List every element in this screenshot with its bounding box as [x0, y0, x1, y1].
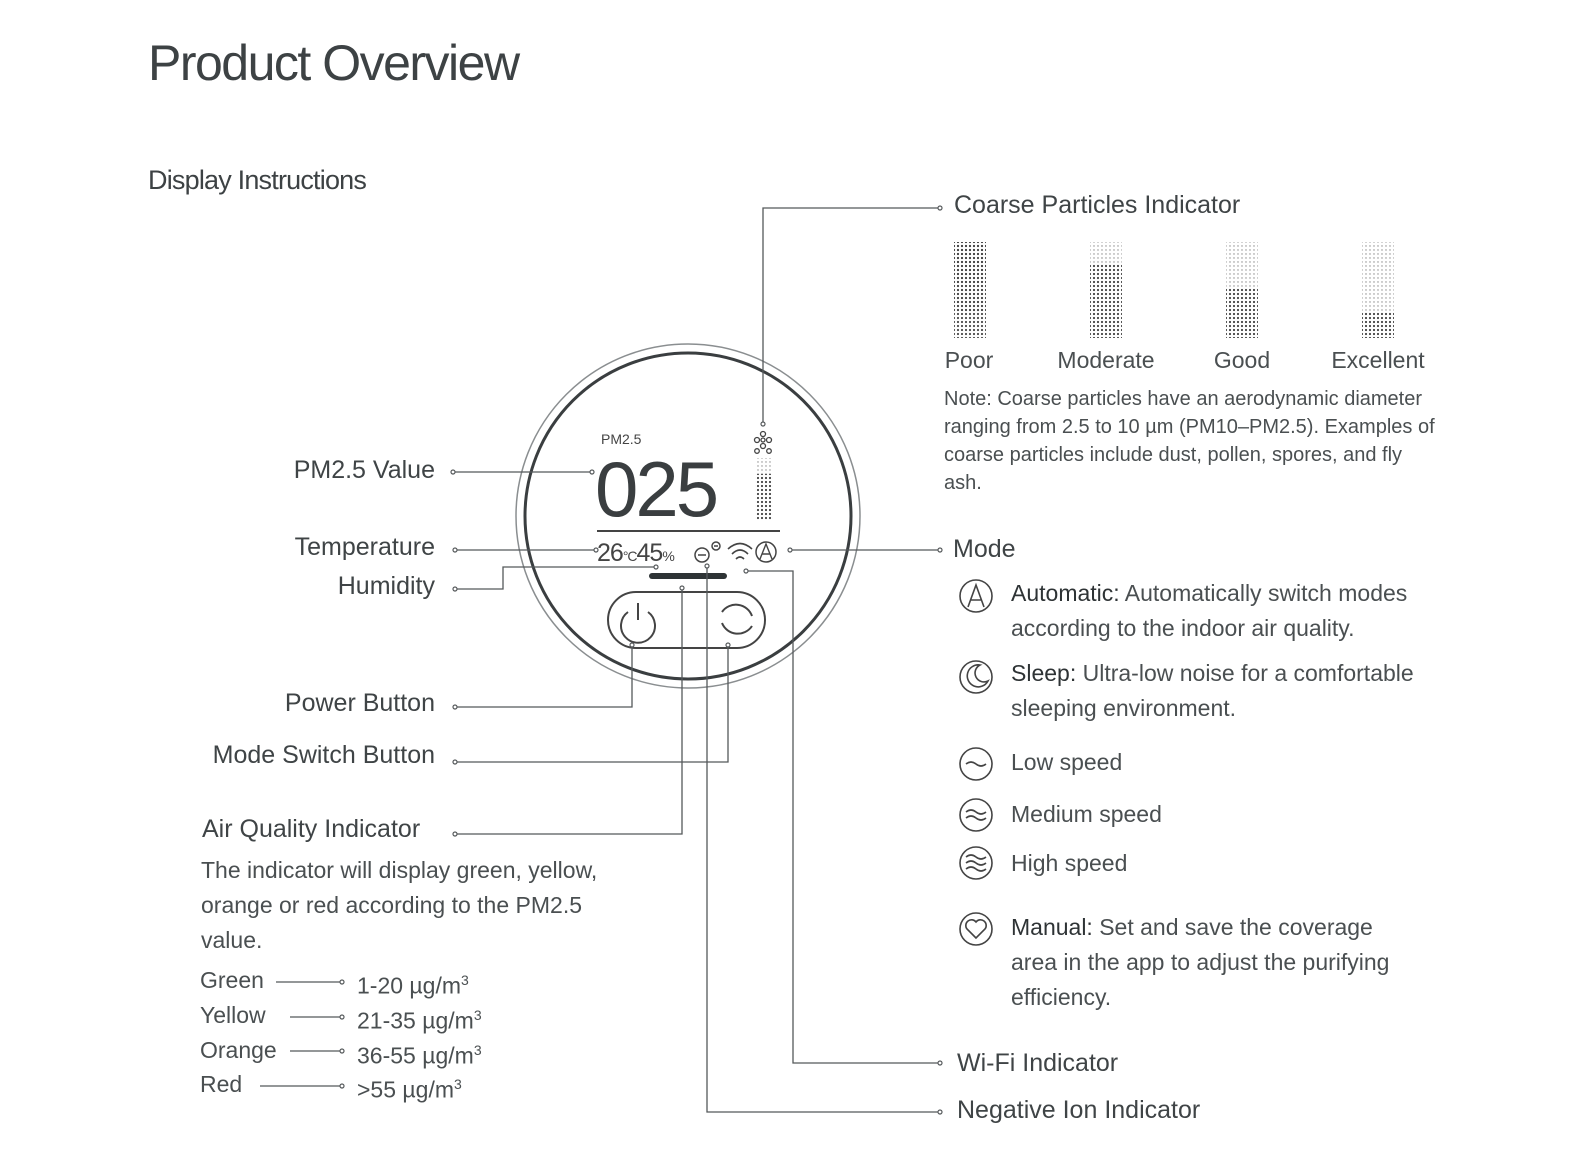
device-humidity-unit: %	[662, 548, 674, 564]
device-temp-unit: °C	[622, 548, 637, 564]
coarse-note: Note: Coarse particles have an aerodynamic diameter ranging from 2.5 to 10 µm (PM10–PM2.5). Examples of coarse particles include dust, pollen, spores, and fly ash.	[944, 388, 1435, 494]
button-panel	[608, 592, 765, 648]
range-color-orange: Orange	[200, 1037, 277, 1063]
range-value-green: 1-20 $\mu g/m^3$	[357, 972, 469, 999]
coarse-title: Coarse Particles Indicator	[954, 191, 1241, 219]
coarse-particle-icon	[755, 432, 772, 454]
manual-mode-icon	[960, 913, 992, 945]
negative-ion-icon	[695, 542, 720, 562]
mode-title: Mode	[953, 535, 1016, 563]
mode-automatic: Automatic: Automatically switch modes according to the indoor air quality.	[1011, 580, 1408, 641]
section-title: Display Instructions	[148, 165, 367, 195]
label-negative-ion-indicator: Negative Ion Indicator	[957, 1096, 1201, 1124]
page-title: Product Overview	[148, 35, 519, 91]
range-color-red: Red	[200, 1071, 243, 1097]
coarse-level-excellent: Excellent	[1331, 347, 1425, 373]
high-speed-icon	[960, 847, 992, 879]
mode-switch-icon	[722, 605, 752, 634]
medium-speed-icon	[960, 799, 992, 831]
device-pm-label: PM2.5	[601, 431, 642, 447]
range-value-orange: 36-55 $\mu g/m^3$	[357, 1042, 482, 1069]
mode-manual: Manual: Set and save the coverage area in the app to adjust the purifying efficiency.	[1011, 914, 1390, 1010]
label-humidity: Humidity	[337, 572, 435, 600]
device-temp-hum	[597, 539, 674, 568]
device-humidity: 45	[636, 539, 663, 567]
label-pm25: PM2.5 Value	[293, 456, 435, 484]
device-pm-value: 025	[595, 445, 717, 533]
mode-low-speed: Low speed	[1011, 749, 1123, 775]
coarse-level-poor: Poor	[944, 347, 994, 373]
mode-high-speed: High speed	[1011, 850, 1128, 876]
device-temperature: 26	[597, 539, 623, 567]
air-quality-description: The indicator will display green, yellow, orange or red according to the PM2.5 value.	[201, 857, 598, 953]
range-color-green: Green	[200, 967, 264, 993]
label-wifi-indicator: Wi-Fi Indicator	[957, 1049, 1119, 1077]
label-air-quality: Air Quality Indicator	[202, 815, 421, 843]
label-temperature: Temperature	[294, 533, 435, 561]
coarse-level-good: Good	[1213, 347, 1271, 373]
range-value-yellow: 21-35 $\mu g/m^3$	[357, 1007, 482, 1034]
wifi-icon	[728, 544, 752, 560]
range-color-yellow: Yellow	[200, 1002, 266, 1028]
label-power-button: Power Button	[284, 689, 435, 717]
device-auto-mode-icon	[756, 542, 776, 562]
auto-mode-icon	[960, 580, 992, 612]
mode-medium-speed: Medium speed	[1011, 801, 1162, 827]
low-speed-icon	[960, 748, 992, 780]
label-mode-switch-button: Mode Switch Button	[212, 741, 435, 769]
sleep-mode-icon	[960, 661, 992, 693]
power-icon	[621, 603, 655, 643]
coarse-level-moderate: Moderate	[1057, 347, 1155, 373]
coarse-level-bars	[954, 242, 1394, 338]
mode-sleep: Sleep: Ultra-low noise for a comfortable sleeping environment.	[1011, 660, 1414, 721]
air-quality-bar	[649, 573, 727, 579]
range-value-red: >55 $\mu g/m^3$	[357, 1076, 462, 1103]
